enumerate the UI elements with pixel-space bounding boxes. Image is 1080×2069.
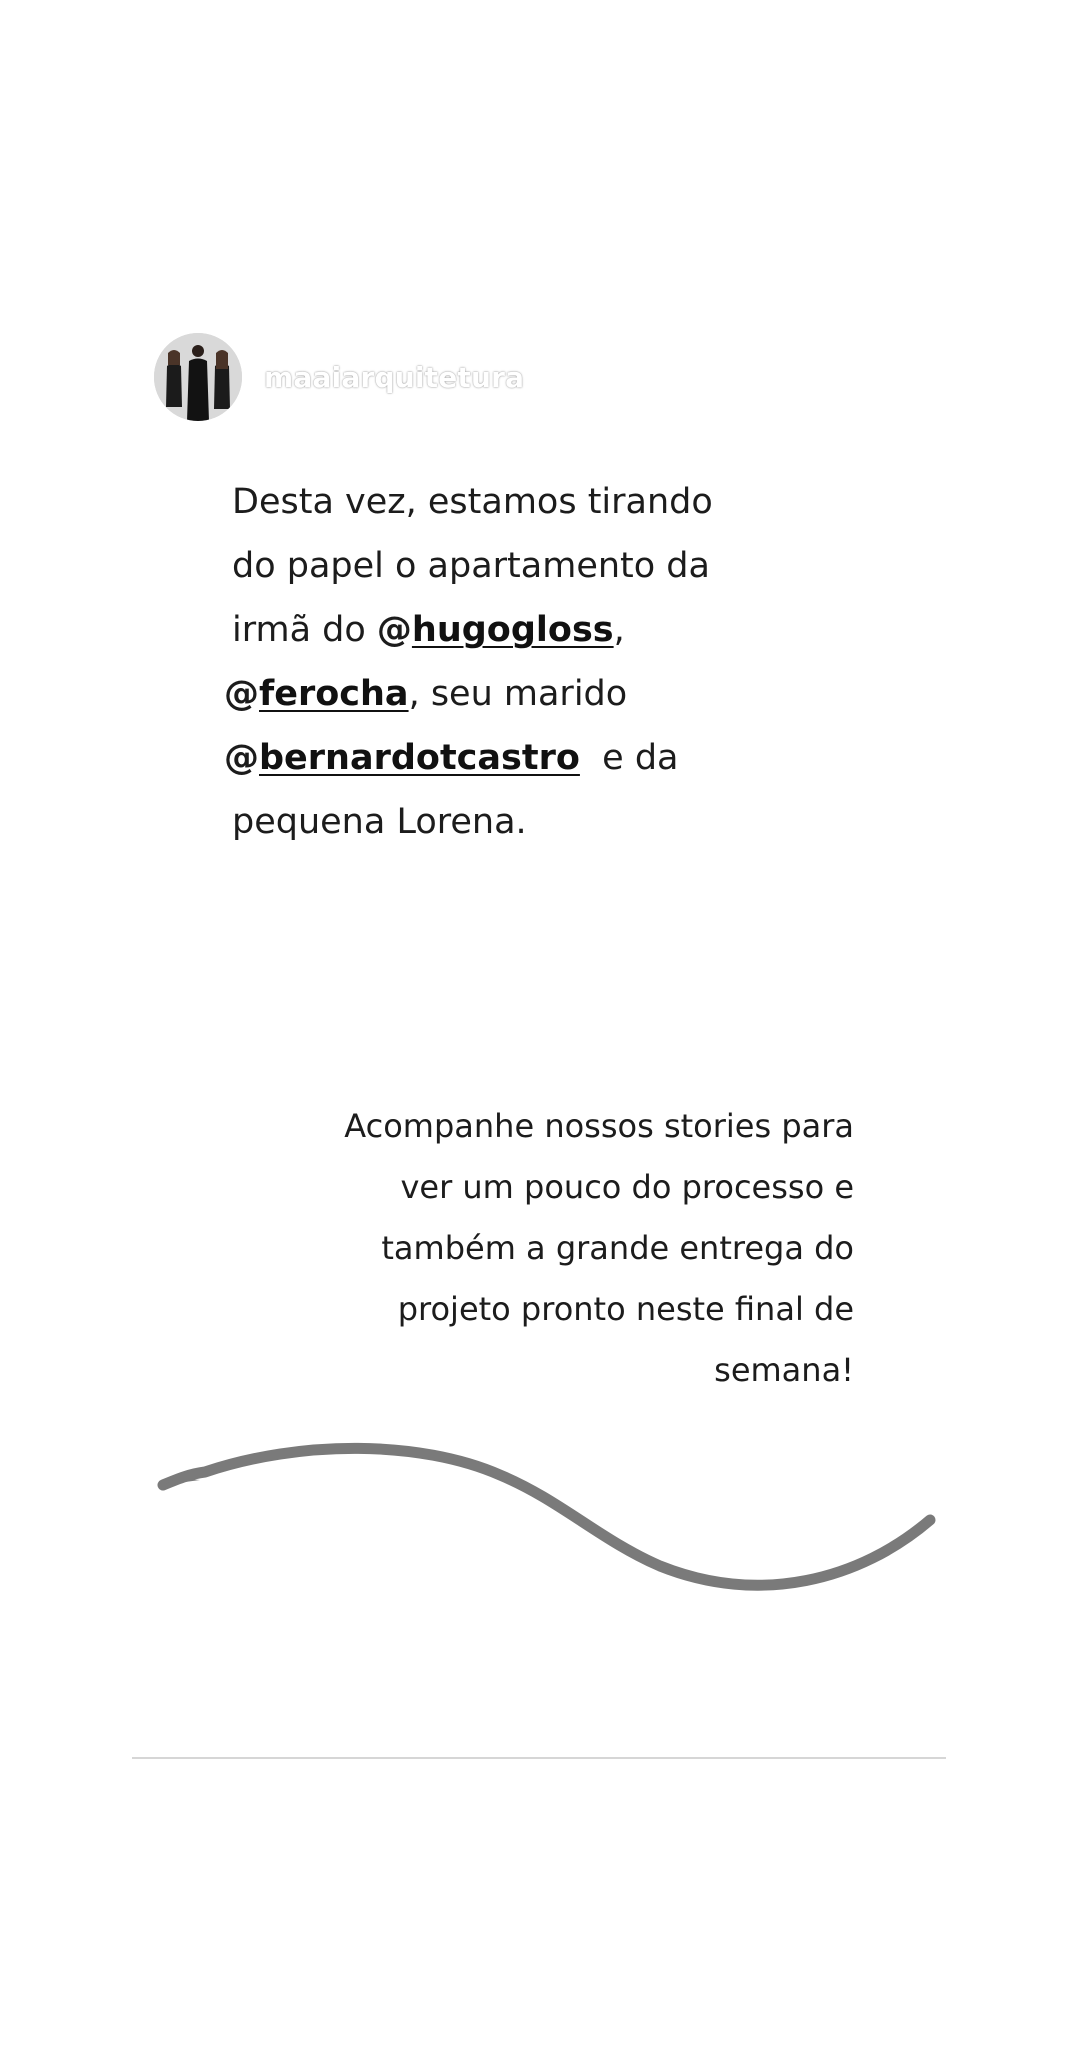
cta-line: ver um pouco do processo e	[400, 1168, 854, 1206]
cta-line: semana!	[714, 1351, 854, 1389]
intro-line-suffix: e da	[579, 738, 679, 778]
cta-line: também a grande entrega do	[381, 1229, 854, 1267]
mention-at-sign: @	[224, 674, 259, 714]
mention-at-sign: @	[224, 738, 259, 778]
intro-line: do papel o apartamento da	[232, 546, 710, 586]
cta-line: projeto pronto neste final de	[397, 1290, 854, 1328]
intro-line: Desta vez, estamos tirando	[232, 482, 713, 522]
divider	[132, 1757, 946, 1759]
intro-line: pequena Lorena.	[232, 802, 527, 842]
intro-line-suffix: ,	[613, 610, 625, 650]
username[interactable]: maaiarquitetura	[264, 360, 525, 394]
intro-line-suffix: , seu marido	[408, 674, 628, 714]
cta-line: Acompanhe nossos stories para	[344, 1107, 854, 1145]
intro-line-prefix: irmã do	[232, 610, 377, 650]
mention-bernardotcastro-link[interactable]: bernardotcastro	[259, 738, 580, 778]
mention-ferocha-link[interactable]: ferocha	[259, 674, 409, 714]
mention-hugogloss-link[interactable]: hugogloss	[411, 610, 614, 650]
mention-at-sign: @	[376, 610, 412, 650]
